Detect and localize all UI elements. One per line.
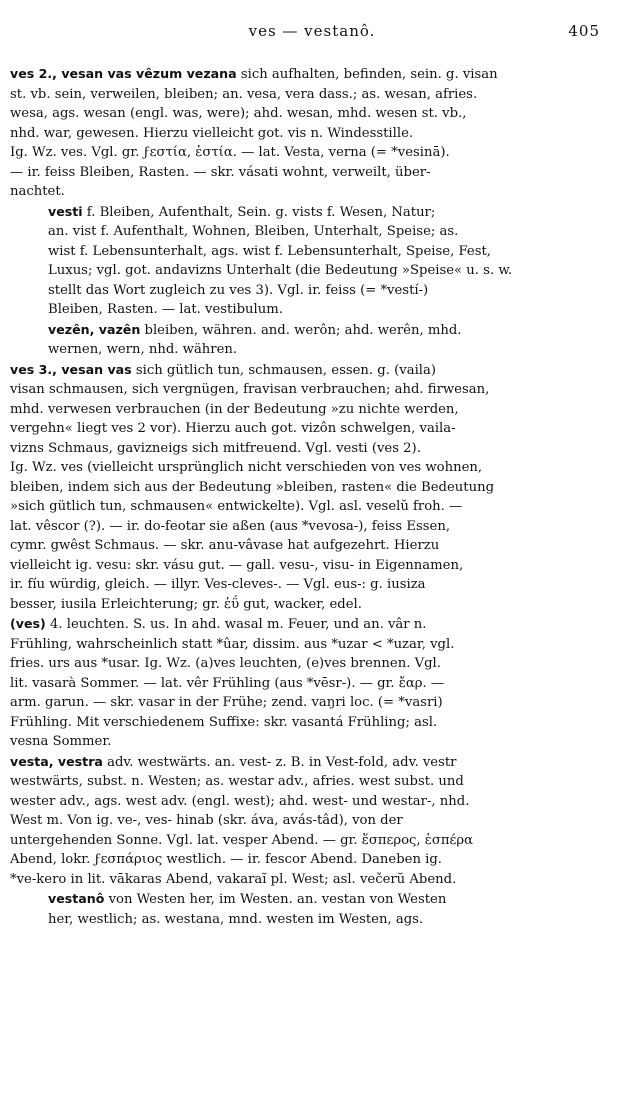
entry-text (10, 64, 588, 929)
line-text: sich gütlich tun, schmausen, essen. g. (vaila) (131, 362, 437, 378)
line-text: adv. westwärts. an. vest- z. B. in Vest-fold, adv. vestr (102, 754, 457, 770)
text-line (10, 124, 588, 144)
text-line (10, 497, 588, 517)
text-line (10, 380, 588, 400)
text-line (10, 575, 588, 595)
text-line (10, 713, 588, 733)
text-line (10, 104, 588, 124)
line-text: Frühling, wahrscheinlich statt *ûar, dissim. aus *uzar < *uzar, vgl. (10, 636, 455, 652)
text-line (10, 850, 588, 870)
line-text: nhd. war, gewesen. Hierzu vielleicht got. vis n. Windesstille. (10, 125, 414, 141)
text-line (10, 614, 588, 635)
line-text: visan schmausen, sich vergnügen, fravisan verbrauchen; ahd. firwesan, (10, 382, 490, 397)
text-line (10, 163, 588, 183)
line-text: an. vist f. Aufenthalt, Wohnen, Bleiben, Unterhalt, Speise; as. (48, 224, 459, 239)
text-line (10, 536, 588, 556)
line-text: untergehenden Sonne. Vgl. lat. vesper Abend. — gr. ἕσπερος, ἑσπέρα (10, 832, 474, 848)
text-line (10, 889, 588, 910)
text-line (10, 360, 588, 381)
text-line (10, 595, 588, 615)
text-line (10, 674, 588, 694)
text-line (10, 281, 588, 301)
line-text: — ir. feiss Bleiben, Rasten. — skr. vásati wohnt, verweilt, über- (10, 164, 431, 180)
headword: vesta, vestra (10, 753, 103, 769)
line-text: vesna Sommer. (10, 734, 112, 749)
text-line (10, 752, 588, 773)
line-text: Ig. Wz. ves (vielleicht ursprünglich nicht verschieden von ves wohnen, (10, 460, 483, 475)
dictionary-page (6, 0, 618, 1100)
line-text: nachtet. (10, 184, 65, 199)
text-line (10, 732, 588, 752)
line-text: wester adv., ags. west adv. (engl. west); ahd. west- und westar-, nhd. (10, 793, 470, 809)
text-line (10, 439, 588, 459)
text-line (10, 202, 588, 223)
line-text: bleiben, indem sich aus der Bedeutung »bleiben, rasten« die Bedeutung (10, 479, 495, 495)
line-text: von Westen her, im Westen. an. vestan von Westen (104, 892, 447, 907)
line-text: st. vb. sein, verweilen, bleiben; an. vesa, vera dass.; as. wesan, afries. (10, 86, 478, 102)
line-text: cymr. gwêst Schmaus. — skr. anu-vâvase hat aufgezehrt. Hierzu (10, 538, 440, 553)
text-line (10, 831, 588, 851)
text-line (10, 320, 588, 341)
line-text: stellt das Wort zugleich zu ves 3). Vgl. ir. feiss (= *vestí-) (48, 282, 429, 298)
text-line (10, 910, 588, 930)
text-line (10, 458, 588, 478)
line-text: Ig. Wz. ves. Vgl. gr. ϝεστία, ἑστία. — lat. Vesta, verna (= *vesinā). (10, 145, 450, 160)
text-line (10, 556, 588, 576)
line-text: Bleiben, Rasten. — lat. vestibulum. (48, 302, 283, 317)
headword: ves 3., vesan vas (10, 361, 132, 377)
line-text: arm. garun. — skr. vasar in der Frühe; zend. vaŋri loc. (= *vasri) (10, 695, 443, 710)
text-line (10, 143, 588, 163)
headword: ves 2., vesan vas vêzum vezana (10, 66, 237, 81)
text-line (10, 300, 588, 320)
line-text: Luxus; vgl. got. andavizns Unterhalt (die Bedeutung »Speise« u. s. w. (48, 263, 513, 278)
text-line (10, 261, 588, 281)
line-text: lit. vasarà Sommer. — lat. vêr Frühling (aus *vēsr-). — gr. ἔαρ. — (10, 675, 445, 691)
line-text: vergehn« liegt ves 2 vor). Hierzu auch got. vizôn schwelgen, vaila- (10, 421, 456, 436)
line-text: bleiben, währen. and. werôn; ahd. werên, mhd. (140, 322, 462, 338)
text-line (10, 340, 588, 360)
line-text: fries. urs aus *usar. Ig. Wz. (a)ves leuchten, (e)ves brennen. Vgl. (10, 656, 441, 671)
line-text: wist f. Lebensunterhalt, ags. wist f. Lebensunterhalt, Speise, Fest, (48, 243, 491, 259)
headword: vestanô (48, 891, 105, 906)
headword: vezên, vazên (48, 321, 141, 337)
running-title: ves — vestanô. (248, 22, 376, 40)
line-text: »sich gütlich tun, schmausen« entwickelte). Vgl. asl. veselŭ froh. — (10, 499, 463, 514)
text-line (10, 64, 588, 85)
text-line (10, 419, 588, 439)
line-text: her, westlich; as. westana, mnd. westen im Westen, ags. (48, 911, 424, 927)
line-text: sich aufhalten, befinden, sein. g. visan (236, 67, 498, 82)
line-text: wernen, wern, nhd. währen. (48, 342, 238, 357)
text-line (10, 792, 588, 812)
headword: vesti (48, 203, 83, 219)
text-line (10, 693, 588, 713)
line-text: wesa, ags. wesan (engl. was, were); ahd. wesan, mhd. wesen st. vb., (10, 106, 467, 121)
line-text: Abend, lokr. ϝεσπάριος westlich. — ir. fescor Abend. Daneben ig. (10, 852, 442, 867)
line-text: vizns Schmaus, gavizneigs sich mitfreuend. Vgl. vesti (ves 2). (10, 440, 421, 456)
line-text: mhd. verwesen verbrauchen (in der Bedeutung »zu nichte werden, (10, 401, 459, 417)
text-line (10, 870, 588, 890)
line-text: lat. vêscor (?). — ir. do-feotar sie aßen (aus *vevosa-), feiss Essen, (10, 518, 451, 534)
text-line (10, 242, 588, 262)
line-text: westwärts, subst. n. Westen; as. westar adv., afries. west subst. und (10, 774, 464, 789)
line-text: vielleicht ig. vesu: skr. vásu gut. — gall. vesu-, visu- in Eigennamen, (10, 557, 464, 573)
headword: (ves) (10, 616, 46, 631)
text-line (10, 772, 588, 792)
text-line (10, 85, 588, 105)
page-number: 405 (568, 22, 600, 40)
line-text: 4. leuchten. S. us. In ahd. wasal m. Feuer, und an. vâr n. (45, 617, 427, 632)
text-line (10, 517, 588, 537)
page-header (6, 22, 618, 44)
line-text: ir. fíu würdig, gleich. — illyr. Ves-cleves-. — Vgl. eus-: g. iusiza (10, 577, 426, 592)
text-line (10, 182, 588, 202)
text-line (10, 478, 588, 498)
line-text: Frühling. Mit verschiedenem Suffixe: skr. vasantá Frühling; asl. (10, 714, 438, 730)
line-text: West m. Von ig. ve-, ves- hinab (skr. áva, avás-tâd), von der (10, 813, 403, 828)
text-line (10, 654, 588, 674)
text-line (10, 811, 588, 831)
line-text: *ve-kero in lit. vākaras Abend, vakaraĩ pl. West; asl. večerŭ Abend. (10, 871, 457, 887)
line-text: besser, iusila Erleichterung; gr. ἐΰ gut, wacker, edel. (10, 596, 362, 612)
text-line (10, 222, 588, 242)
text-line (10, 400, 588, 420)
line-text: f. Bleiben, Aufenthalt, Sein. g. vists f. Wesen, Natur; (82, 204, 436, 220)
text-line (10, 635, 588, 655)
